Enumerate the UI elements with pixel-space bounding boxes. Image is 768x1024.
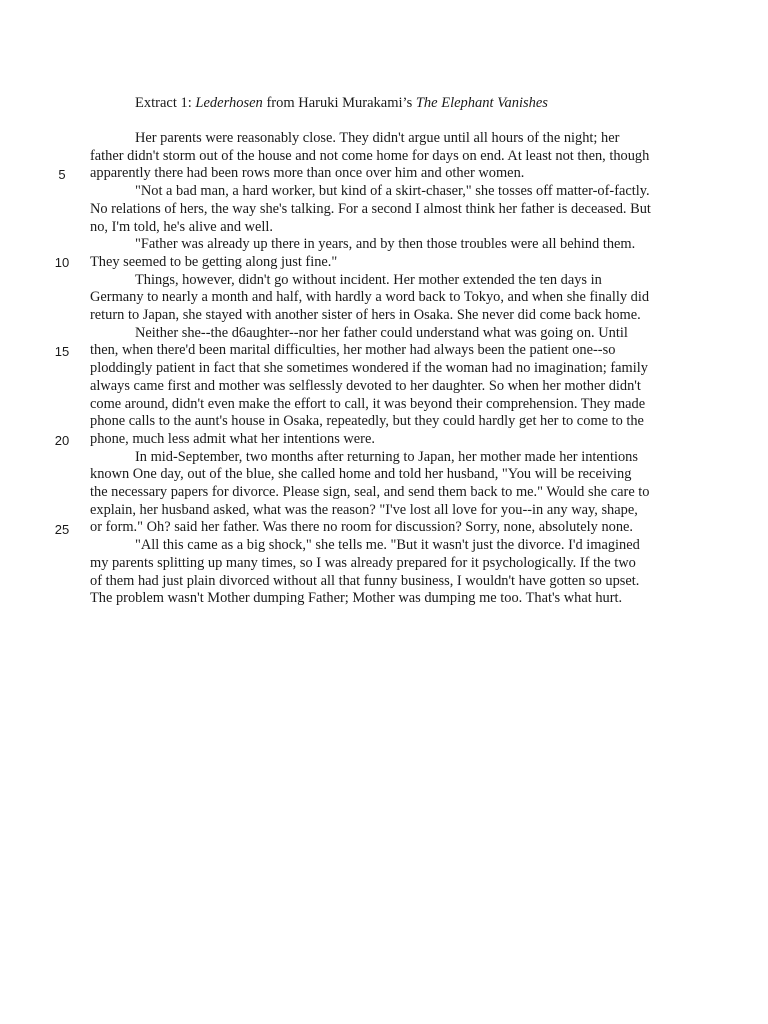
text-line: the necessary papers for divorce. Please sign, seal, and send them back to me." Would she care to [90, 484, 650, 500]
text-line: No relations of hers, the way she's talking. For a second I almost think her father is deceased. But [90, 200, 651, 217]
text-line: my parents splitting up many times, so I was already prepared for it psychologically. If the two [90, 554, 636, 571]
text-line: ploddingly patient in fact that she sometimes wondered if the woman had no imagination; family [90, 360, 648, 377]
text-line: In mid-September, two months after returning to Japan, her mother made her intentions [135, 448, 638, 465]
text-line: of them had just plain divorced without all that funny business, I wouldn't have gotten so upset. [90, 572, 640, 589]
text-line: "Father was already up there in years, and by then those troubles were all behind them. [135, 236, 636, 253]
extract-title [135, 94, 548, 112]
line-number: 10 [54, 255, 70, 270]
text-line: Neither she--the d6aughter--nor her father could understand what was going on. Until [135, 324, 628, 341]
text-line: Things, however, didn't go without incident. Her mother extended the ten days in [135, 271, 602, 288]
text-line: The problem wasn't Mother dumping Father; Mother was dumping me too. That's what hurt. [90, 590, 623, 607]
line-number: 20 [54, 433, 70, 448]
text-line: phone calls to the aunt's house in Osaka, repeatedly, but they could hardly get her to come to the [90, 413, 644, 430]
text-line: "Not a bad man, a hard worker, but kind of a skirt-chaser," she tosses off matter-of-factly. [135, 183, 650, 200]
text-line: apparently there had been rows more than once over him and other women. [90, 165, 525, 182]
text-line: no, I'm told, he's alive and well. [90, 218, 274, 235]
text-line: "All this came as a big shock," she tells me. "But it wasn't just the divorce. I'd imagined [135, 537, 640, 554]
text-line: phone, much less admit what her intentions were. [90, 430, 375, 447]
story-title: Lederhosen [195, 95, 263, 111]
text-line: known One day, out of the blue, she called home and told her husband, "You will be receiving [90, 466, 632, 483]
text-line: explain, her husband asked, what was the reason? "I've lost all love for you--in any way, shape, [90, 501, 638, 518]
text-line: then, when there'd been marital difficulties, her mother had always been the patient one--so [90, 342, 616, 359]
collection-title: The Elephant Vanishes [415, 95, 548, 111]
line-number: 25 [54, 522, 70, 537]
text-line: always came first and mother was selflessly devoted to her daughter. So when her mother didn't [90, 377, 641, 394]
text-line: Her parents were reasonably close. They didn't argue until all hours of the night; her [135, 130, 620, 146]
text-line: return to Japan, she stayed with another sister of hers in Osaka. She never did come back home. [90, 307, 641, 323]
title-prefix: Extract 1: [135, 95, 196, 111]
title-middle: from Haruki Murakami’s [262, 95, 416, 111]
text-line: They seemed to be getting along just fine." [90, 253, 338, 270]
line-number: 5 [58, 167, 66, 182]
text-line: Germany to nearly a month and half, with hardly a word back to Tokyo, and when she finally did [90, 289, 650, 306]
text-line: father didn't storm out of the house and not come home for days on end. At least not then, though [90, 147, 650, 164]
line-number: 15 [54, 344, 70, 359]
text-line: come around, didn't even make the effort to call, it was beyond their comprehension. They made [90, 395, 646, 412]
text-line: or form." Oh? said her father. Was there no room for discussion? Sorry, none, absolutely none. [90, 519, 634, 536]
